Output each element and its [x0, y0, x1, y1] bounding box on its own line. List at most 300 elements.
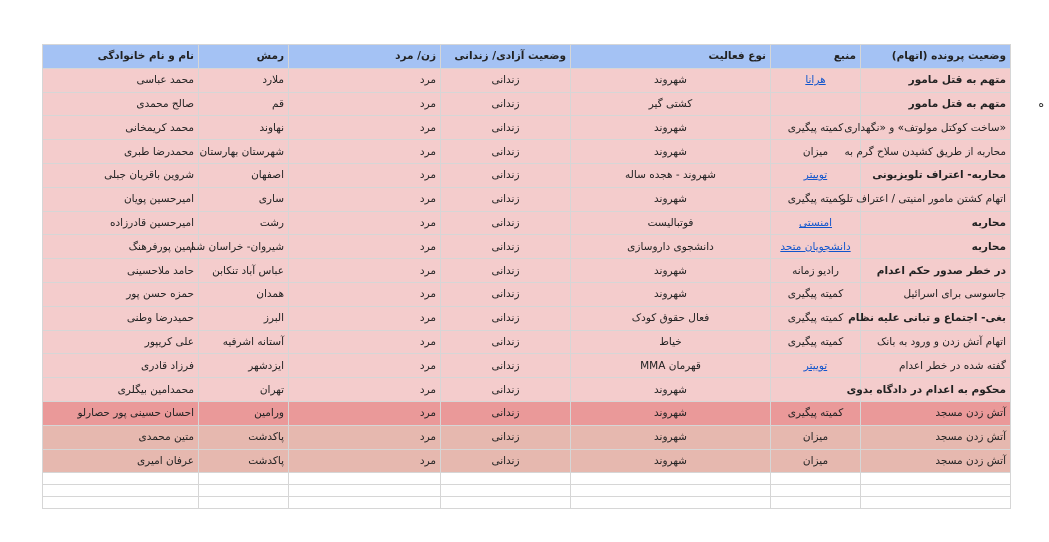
job-cell[interactable] — [571, 92, 771, 116]
table-row — [43, 163, 1049, 187]
empty-cell[interactable] — [289, 473, 441, 485]
job-cell[interactable] — [571, 378, 771, 402]
source-cell-text[interactable]: توییتر — [803, 169, 828, 182]
empty-cell[interactable] — [571, 485, 771, 497]
gender-cell[interactable] — [289, 282, 441, 306]
source-cell-text: کمیته پیگیری — [787, 193, 844, 206]
source-cell-text: کمیته پیگیری — [787, 121, 844, 134]
name-cell-text: امیرحسین قادرزاده — [110, 216, 194, 229]
table-row — [43, 235, 1049, 259]
status-cell[interactable] — [441, 187, 571, 211]
source-cell[interactable] — [771, 92, 861, 116]
table-row — [43, 378, 1049, 402]
case-cell-text: محاربه- اعتراف تلویزیونی — [872, 169, 1006, 182]
status-cell-text: زندانی — [491, 407, 520, 420]
job-cell-text: شهروند — [654, 383, 687, 396]
job-cell-text: فعال حقوق کودک — [631, 312, 710, 325]
name-cell[interactable] — [43, 425, 199, 449]
empty-row — [43, 497, 1049, 509]
job-cell-text: فوتبالیست — [647, 216, 694, 229]
case-cell-text: بغی- اجتماع و تبانی علیه نظام — [848, 312, 1006, 325]
source-cell[interactable] — [771, 330, 861, 354]
job-cell[interactable] — [571, 425, 771, 449]
name-cell[interactable] — [43, 378, 199, 402]
gender-cell[interactable] — [289, 68, 441, 92]
status-cell-text: زندانی — [491, 145, 520, 158]
source-cell-text: میزان — [802, 454, 829, 467]
empty-cell[interactable] — [861, 485, 1011, 497]
source-cell[interactable] — [771, 306, 861, 330]
status-cell[interactable] — [441, 282, 571, 306]
name-cell[interactable] — [43, 259, 199, 283]
job-cell[interactable] — [571, 330, 771, 354]
source-cell[interactable] — [771, 354, 861, 378]
status-cell-text: زندانی — [491, 288, 520, 301]
source-cell[interactable] — [771, 235, 861, 259]
status-cell-text: زندانی — [491, 169, 520, 182]
job-cell[interactable] — [571, 140, 771, 164]
extra-cell[interactable] — [1011, 259, 1049, 283]
extra-cell[interactable] — [1011, 68, 1049, 92]
case-cell[interactable] — [861, 163, 1011, 187]
city-cell-text: البرز — [263, 312, 284, 325]
header-gender[interactable]: زن/ مرد — [289, 45, 441, 69]
name-cell-text: عرفان امیری — [136, 454, 194, 467]
case-cell-text: آتش زدن مسجد — [935, 431, 1006, 444]
header-status[interactable]: وضعیت آزادی/ زندانی — [441, 45, 571, 69]
empty-cell[interactable] — [199, 497, 289, 509]
source-cell[interactable] — [771, 401, 861, 425]
case-cell-text: جاسوسی برای اسرائیل — [903, 288, 1006, 301]
city-cell[interactable] — [199, 187, 289, 211]
status-cell[interactable] — [441, 449, 571, 473]
status-cell-text: زندانی — [491, 193, 520, 206]
status-cell[interactable] — [441, 259, 571, 283]
job-cell-text: شهروند — [654, 454, 687, 467]
gender-cell[interactable] — [289, 92, 441, 116]
name-cell-text: امیرحسین پویان — [123, 193, 194, 206]
city-cell[interactable] — [199, 425, 289, 449]
extra-cell[interactable] — [1011, 163, 1049, 187]
extra-cell[interactable] — [1011, 140, 1049, 164]
city-cell-text: ملارد — [262, 74, 284, 87]
extra-cell[interactable] — [1011, 306, 1049, 330]
gender-cell-text: مرد — [419, 121, 436, 134]
name-cell[interactable] — [43, 306, 199, 330]
city-cell-text: قم — [271, 97, 284, 110]
gender-cell[interactable] — [289, 306, 441, 330]
status-cell-text: زندانی — [491, 240, 520, 253]
job-cell[interactable] — [571, 235, 771, 259]
extra-cell[interactable] — [1011, 449, 1049, 473]
gender-cell-text: مرد — [419, 288, 436, 301]
case-cell[interactable] — [861, 330, 1011, 354]
gender-cell[interactable] — [289, 140, 441, 164]
job-cell-text: قهرمان MMA — [640, 359, 701, 372]
source-cell[interactable] — [771, 211, 861, 235]
name-cell-text: متین محمدی — [138, 431, 194, 444]
job-cell[interactable] — [571, 163, 771, 187]
gender-cell[interactable] — [289, 116, 441, 140]
gender-cell[interactable] — [289, 211, 441, 235]
status-cell[interactable] — [441, 92, 571, 116]
source-cell-text: رادیو زمانه — [792, 264, 839, 277]
status-cell[interactable] — [441, 401, 571, 425]
case-cell-text: محاربه — [971, 216, 1006, 229]
city-cell-text: شیروان- خراسان شم — [189, 240, 284, 253]
status-cell[interactable] — [441, 163, 571, 187]
name-cell-text: صالح محمدی — [136, 97, 194, 110]
status-cell-text: زندانی — [491, 74, 520, 87]
job-cell-text: شهروند — [654, 193, 687, 206]
header-row — [43, 45, 1049, 69]
header-city[interactable]: رمش — [199, 45, 289, 69]
source-cell[interactable] — [771, 68, 861, 92]
extra-cell[interactable] — [1011, 187, 1049, 211]
extra-cell[interactable] — [1011, 235, 1049, 259]
gender-cell-text: مرد — [419, 240, 436, 253]
case-cell[interactable] — [846, 378, 1011, 402]
job-cell[interactable] — [571, 211, 771, 235]
name-cell-text: محمدامین بیگلری — [117, 383, 194, 396]
status-cell-text: زندانی — [491, 454, 520, 467]
city-cell-text: ایزدشهر — [248, 359, 284, 372]
job-cell[interactable] — [571, 116, 771, 140]
status-cell-text: زندانی — [491, 312, 520, 325]
empty-cell[interactable] — [771, 497, 861, 509]
city-cell-text: آستانه اشرفیه — [222, 335, 284, 348]
empty-cell[interactable] — [771, 485, 861, 497]
status-cell-text: زندانی — [491, 216, 520, 229]
status-cell-text: زندانی — [491, 431, 520, 444]
name-cell[interactable] — [43, 140, 199, 164]
city-cell[interactable] — [199, 282, 289, 306]
name-cell-text: علی کریپور — [144, 335, 194, 348]
job-cell[interactable] — [571, 354, 771, 378]
status-cell-text: زندانی — [491, 335, 520, 348]
job-cell[interactable] — [571, 449, 771, 473]
status-cell[interactable] — [441, 330, 571, 354]
gender-cell[interactable] — [289, 259, 441, 283]
city-cell[interactable] — [189, 235, 289, 259]
gender-cell-text: مرد — [419, 97, 436, 110]
table-body — [43, 68, 1049, 509]
name-cell-text: امین پورفرهنگ — [128, 240, 194, 253]
job-cell[interactable] — [571, 282, 771, 306]
case-cell[interactable] — [861, 354, 1011, 378]
gender-cell[interactable] — [289, 330, 441, 354]
name-cell-text: شروین باقریان جبلی — [104, 169, 194, 182]
extra-cell[interactable] — [1011, 354, 1049, 378]
status-cell[interactable] — [441, 354, 571, 378]
empty-cell[interactable] — [571, 473, 771, 485]
name-cell-text: محمد کریمخانی — [125, 121, 194, 134]
empty-cell[interactable] — [771, 473, 861, 485]
source-cell-text: کمیته پیگیری — [787, 407, 844, 420]
gender-cell-text: مرد — [419, 383, 436, 396]
status-cell-text: زندانی — [491, 264, 520, 277]
case-cell[interactable] — [861, 259, 1011, 283]
table-row — [43, 187, 1049, 211]
city-cell-text: اصفهان — [251, 169, 284, 182]
gender-cell-text: مرد — [419, 454, 436, 467]
name-cell[interactable] — [43, 354, 199, 378]
source-cell[interactable] — [771, 282, 861, 306]
gender-cell[interactable] — [289, 449, 441, 473]
city-cell[interactable] — [199, 163, 289, 187]
name-cell[interactable] — [43, 187, 199, 211]
case-cell[interactable] — [861, 235, 1011, 259]
gender-cell-text: مرد — [419, 431, 436, 444]
header-source[interactable]: منبع — [771, 45, 861, 69]
source-cell[interactable] — [771, 449, 861, 473]
city-cell[interactable] — [199, 306, 289, 330]
empty-cell[interactable] — [199, 485, 289, 497]
data-table — [42, 44, 1049, 509]
gender-cell-text: مرد — [419, 264, 436, 277]
case-cell[interactable] — [844, 140, 1011, 164]
city-cell-text: همدان — [256, 288, 284, 301]
job-cell-text: شهروند — [654, 407, 687, 420]
city-cell[interactable] — [199, 211, 289, 235]
case-cell-text: محکوم به اعدام در دادگاه بدوی — [846, 383, 1006, 396]
extra-cell[interactable] — [1011, 211, 1049, 235]
empty-cell[interactable] — [861, 497, 1011, 509]
city-cell-text: پاکدشت — [248, 454, 284, 467]
case-cell[interactable] — [841, 187, 1011, 211]
extra-cell[interactable] — [1011, 330, 1049, 354]
table-row — [43, 449, 1049, 473]
status-cell[interactable] — [441, 116, 571, 140]
name-cell-text: محمدرضا طبری — [123, 145, 194, 158]
city-cell-text: رشت — [259, 216, 284, 229]
gender-cell-text: مرد — [419, 145, 436, 158]
name-cell-text: احسان حسینی پور حصارلو — [77, 407, 194, 420]
empty-cell[interactable] — [199, 473, 289, 485]
name-cell-text: حمیدرضا وطنی — [126, 312, 194, 325]
job-cell[interactable] — [571, 401, 771, 425]
name-cell[interactable] — [43, 282, 199, 306]
spreadsheet — [42, 44, 1048, 509]
name-cell[interactable] — [43, 235, 199, 259]
city-cell-text: تهران — [259, 383, 284, 396]
name-cell[interactable] — [43, 163, 199, 187]
name-cell[interactable] — [43, 68, 199, 92]
empty-cell[interactable] — [1011, 473, 1049, 485]
gender-cell-text: مرد — [419, 216, 436, 229]
job-cell-text: شهروند — [654, 145, 687, 158]
job-cell-text: شهروند — [654, 121, 687, 134]
source-cell[interactable] — [771, 163, 861, 187]
source-cell-text[interactable]: امنستی — [799, 216, 832, 229]
case-cell[interactable] — [861, 211, 1011, 235]
empty-cell[interactable] — [861, 473, 1011, 485]
gender-cell-text: مرد — [419, 312, 436, 325]
status-cell[interactable] — [441, 68, 571, 92]
gender-cell-text: مرد — [419, 169, 436, 182]
gender-cell[interactable] — [289, 163, 441, 187]
table-row — [43, 259, 1049, 283]
table-row — [43, 282, 1049, 306]
job-cell-text: خیاط — [659, 335, 682, 348]
gender-cell-text: مرد — [419, 359, 436, 372]
name-cell[interactable] — [43, 330, 199, 354]
city-cell[interactable] — [199, 68, 289, 92]
status-cell[interactable] — [441, 211, 571, 235]
empty-cell[interactable] — [1011, 485, 1049, 497]
empty-row — [43, 473, 1049, 485]
city-cell[interactable] — [199, 116, 289, 140]
extra-cell[interactable] — [1011, 425, 1049, 449]
case-cell[interactable] — [861, 449, 1011, 473]
city-cell[interactable] — [199, 378, 289, 402]
city-cell[interactable] — [199, 92, 289, 116]
source-cell[interactable] — [771, 425, 861, 449]
source-cell-text[interactable]: دانشجویان متحد — [780, 240, 851, 253]
city-cell-text: نهاوند — [259, 121, 284, 134]
source-cell-text[interactable]: هرانا — [805, 74, 826, 87]
source-cell-text: میزان — [802, 431, 829, 444]
case-cell-text: گفته شده در خطر اعدام — [898, 359, 1006, 372]
name-cell[interactable] — [43, 92, 199, 116]
city-cell[interactable] — [199, 354, 289, 378]
table-row — [43, 92, 1049, 116]
gender-cell-text: مرد — [419, 407, 436, 420]
extra-cell-text: ه — [1038, 97, 1044, 110]
empty-cell[interactable] — [1011, 497, 1049, 509]
job-cell-text: شهروند — [654, 288, 687, 301]
gender-cell[interactable] — [289, 187, 441, 211]
job-cell-text: کشتی گیر — [648, 97, 693, 110]
job-cell-text: دانشجوی داروسازی — [627, 240, 714, 253]
extra-cell[interactable] — [1011, 116, 1049, 140]
job-cell[interactable] — [571, 259, 771, 283]
job-cell-text: شهروند — [654, 74, 687, 87]
empty-cell[interactable] — [289, 485, 441, 497]
table-row — [43, 425, 1049, 449]
status-cell[interactable] — [441, 425, 571, 449]
source-cell-text: میزان — [802, 145, 829, 158]
gender-cell[interactable] — [289, 401, 441, 425]
empty-cell[interactable] — [441, 473, 571, 485]
status-cell[interactable] — [441, 306, 571, 330]
case-cell-text: آتش زدن مسجد — [935, 407, 1006, 420]
case-cell-text: اتهام آتش زدن و ورود به بانک — [876, 335, 1006, 348]
table-row — [43, 68, 1049, 92]
city-cell[interactable] — [199, 401, 289, 425]
name-cell[interactable] — [43, 116, 199, 140]
gender-cell[interactable] — [289, 354, 441, 378]
city-cell[interactable] — [199, 259, 289, 283]
empty-cell[interactable] — [43, 497, 199, 509]
job-cell[interactable] — [571, 187, 771, 211]
case-cell-text: متهم به قتل مامور — [908, 97, 1006, 110]
city-cell[interactable] — [199, 449, 289, 473]
empty-cell[interactable] — [43, 485, 199, 497]
name-cell-text: فرزاد قادری — [141, 359, 194, 372]
table-row — [43, 306, 1049, 330]
empty-cell[interactable] — [441, 497, 571, 509]
case-cell[interactable] — [861, 401, 1011, 425]
case-cell[interactable] — [848, 306, 1011, 330]
city-cell-text: عباس آباد تنکابن — [212, 264, 284, 277]
gender-cell[interactable] — [289, 378, 441, 402]
header-job[interactable]: نوع فعالیت — [571, 45, 771, 69]
status-cell-text: زندانی — [491, 383, 520, 396]
status-cell[interactable] — [441, 140, 571, 164]
name-cell-text: محمد عباسی — [136, 74, 194, 87]
case-cell-text: آتش زدن مسجد — [935, 454, 1006, 467]
case-cell-text: محاربه از طریق کشیدن سلاح گرم به — [844, 145, 1006, 158]
empty-row — [43, 485, 1049, 497]
job-cell[interactable] — [571, 306, 771, 330]
case-cell[interactable] — [861, 92, 1011, 116]
case-cell-text: اتهام کشتن مامور امنیتی / اعتراف تلو — [841, 193, 1006, 206]
case-cell[interactable] — [861, 68, 1011, 92]
table-row — [43, 401, 1049, 425]
city-cell[interactable] — [199, 140, 289, 164]
city-cell-text: پاکدشت — [248, 431, 284, 444]
case-cell[interactable] — [844, 116, 1011, 140]
case-cell[interactable] — [861, 425, 1011, 449]
table-row — [43, 140, 1049, 164]
source-cell-text[interactable]: توییتر — [803, 359, 828, 372]
job-cell-text: شهروند — [654, 431, 687, 444]
case-cell[interactable] — [861, 282, 1011, 306]
source-cell-text: کمیته پیگیری — [787, 312, 844, 325]
table-row — [43, 330, 1049, 354]
case-cell-text: در خطر صدور حکم اعدام — [876, 264, 1006, 277]
status-cell-text: زندانی — [491, 121, 520, 134]
header-extra[interactable] — [1011, 45, 1049, 69]
table-row — [43, 116, 1049, 140]
gender-cell[interactable] — [289, 425, 441, 449]
extra-cell[interactable] — [1011, 282, 1049, 306]
table-row — [43, 354, 1049, 378]
extra-cell[interactable] — [1011, 378, 1049, 402]
extra-cell[interactable] — [1011, 92, 1049, 116]
city-cell-text: ورامین — [254, 407, 284, 420]
case-cell-text: محاربه — [971, 240, 1006, 253]
table-row — [43, 211, 1049, 235]
case-cell-text: متهم به قتل مامور — [908, 74, 1006, 87]
gender-cell-text: مرد — [419, 74, 436, 87]
empty-cell[interactable] — [43, 473, 199, 485]
status-cell-text: زندانی — [491, 359, 520, 372]
city-cell-text: ساری — [258, 193, 284, 206]
status-cell[interactable] — [441, 378, 571, 402]
city-cell-text: شهرستان بهارستان — [199, 145, 284, 158]
name-cell[interactable] — [43, 211, 199, 235]
empty-cell[interactable] — [289, 497, 441, 509]
case-cell-text: «ساخت کوکتل مولوتف» و «نگهداری — [844, 121, 1006, 134]
status-cell[interactable] — [441, 235, 571, 259]
source-cell[interactable] — [771, 259, 861, 283]
job-cell[interactable] — [571, 68, 771, 92]
name-cell-text: حامد ملاحسینی — [127, 264, 194, 277]
name-cell[interactable] — [43, 401, 199, 425]
gender-cell[interactable] — [289, 235, 441, 259]
city-cell[interactable] — [199, 330, 289, 354]
header-name[interactable]: نام و نام خانوادگی — [43, 45, 199, 69]
empty-cell[interactable] — [441, 485, 571, 497]
extra-cell[interactable] — [1011, 401, 1049, 425]
header-case[interactable]: وضعیت پرونده (اتهام) — [861, 45, 1011, 69]
name-cell[interactable] — [43, 449, 199, 473]
empty-cell[interactable] — [571, 497, 771, 509]
source-cell-text: کمیته پیگیری — [787, 288, 844, 301]
job-cell-text: شهروند — [654, 264, 687, 277]
